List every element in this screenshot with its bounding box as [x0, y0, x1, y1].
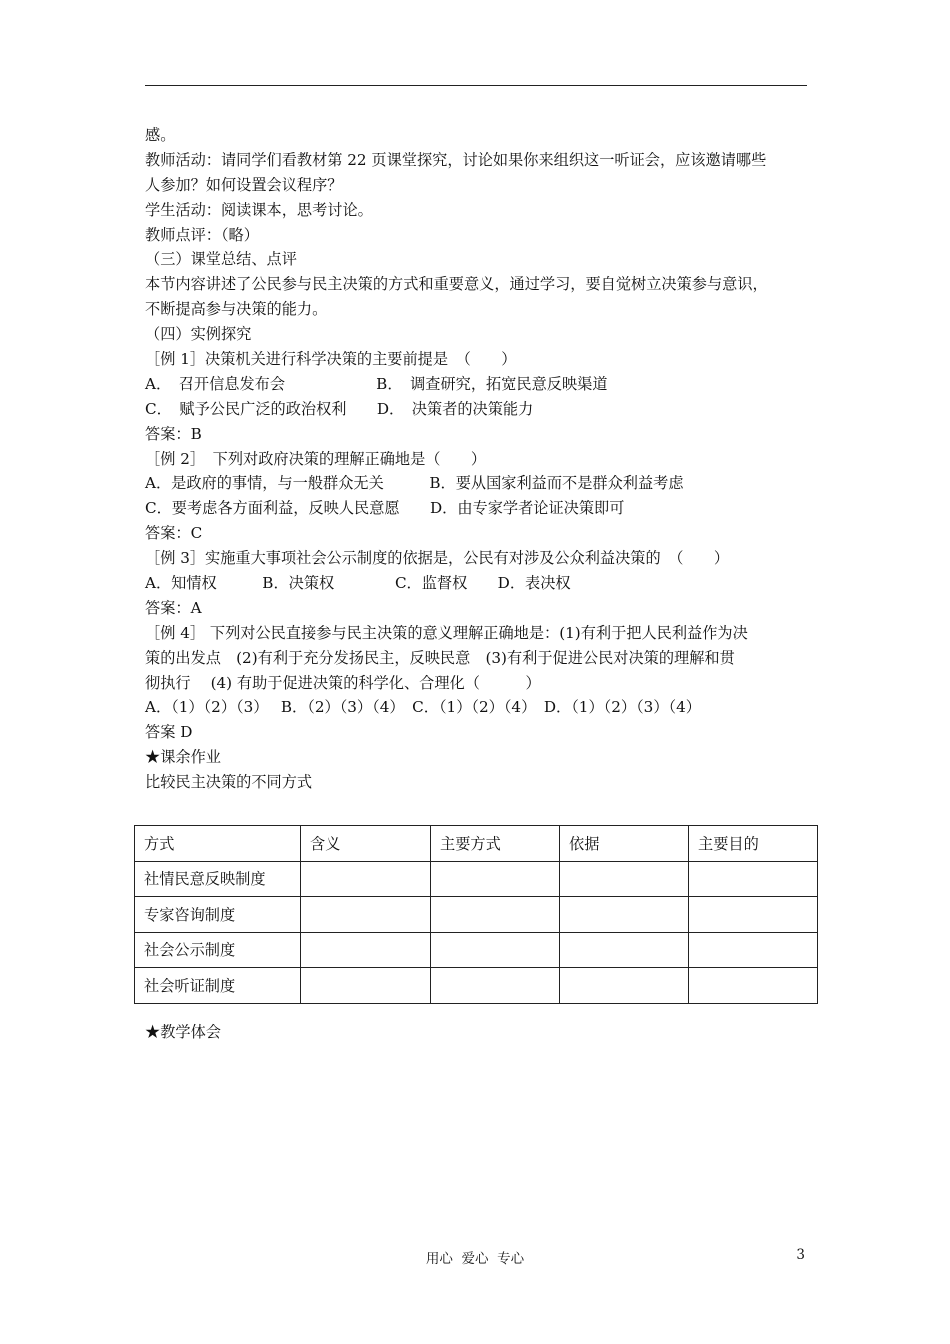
table-cell — [689, 861, 818, 897]
homework-instruction: 比较民主决策的不同方式 — [145, 773, 313, 792]
answer-options: A．（1）（2）（3） B．（2）（3）（4） C．（1）（2）（4） D．（1）（2）（3）（4） — [145, 698, 701, 717]
table-cell — [689, 897, 818, 933]
table-cell — [560, 968, 689, 1004]
answer-options: C．要考虑各方面利益，反映人民意愿 D．由专家学者论证决策即可 — [145, 499, 625, 518]
table-row — [135, 897, 818, 933]
example-question: 彻执行 (4) 有助于促进决策的科学化、合理化（ ） — [145, 673, 541, 692]
table-header-row — [135, 826, 818, 862]
answer-key: 答案：C — [145, 524, 203, 543]
header-rule — [145, 85, 807, 86]
table-cell: 社情民意反映制度 — [135, 861, 301, 897]
table-cell — [431, 932, 560, 968]
table-cell — [431, 968, 560, 1004]
answer-options: A．知情权 B．决策权 C．监督权 D．表决权 — [145, 574, 571, 593]
table-cell: 专家咨询制度 — [135, 897, 301, 933]
table-cell — [431, 897, 560, 933]
footer-motto: 用心 爱心 专心 — [425, 1251, 525, 1267]
table-cell — [431, 861, 560, 897]
text-line: 学生活动：阅读课本，思考讨论。 — [145, 200, 373, 219]
example-question: ［例 1］决策机关进行科学决策的主要前提是 （ ） — [145, 350, 517, 369]
section-heading: （三）课堂总结、点评 — [145, 250, 297, 269]
table-cell — [301, 861, 431, 897]
table-header-cell: 依据 — [560, 826, 689, 862]
table-row — [135, 968, 818, 1004]
table-row — [135, 861, 818, 897]
table-header-cell: 含义 — [301, 826, 431, 862]
comparison-table-wrapper — [134, 825, 818, 1004]
table-cell — [301, 968, 431, 1004]
text-line: 不断提高参与决策的能力。 — [145, 300, 328, 319]
example-question: ［例 2］ 下列对政府决策的理解正确地是（ ） — [145, 449, 487, 468]
text-line: 感。 — [145, 126, 176, 144]
comparison-table — [134, 825, 818, 1004]
table-cell — [301, 932, 431, 968]
table-cell — [301, 897, 431, 933]
answer-options: C． 赋予公民广泛的政治权利 D． 决策者的决策能力 — [145, 399, 534, 418]
answer-options: A． 召开信息发布会 B． 调查研究，拓宽民意反映渠道 — [145, 374, 608, 393]
table-cell — [560, 861, 689, 897]
homework-heading: ★课余作业 — [145, 748, 221, 767]
document-body — [145, 123, 817, 795]
answer-key: 答案：A — [145, 598, 202, 617]
table-cell — [560, 932, 689, 968]
answer-options: A．是政府的事情，与一般群众无关 B．要从国家利益而不是群众利益考虑 — [145, 474, 684, 493]
table-row — [135, 932, 818, 968]
example-question: ［例 4］ 下列对公民直接参与民主决策的意义理解正确地是：(1)有利于把人民利益作为决 — [145, 623, 748, 642]
text-line: 本节内容讲述了公民参与民主决策的方式和重要意义，通过学习，要自觉树立决策参与意识， — [145, 275, 768, 294]
section-heading: （四）实例探究 — [145, 325, 252, 344]
table-cell — [560, 897, 689, 933]
page-number: 3 — [796, 1247, 805, 1263]
text-line: 教师活动：请同学们看教材第 22 页课堂探究，讨论如果你来组织这一听证会，应该邀请哪些 — [145, 150, 767, 169]
teaching-reflection-heading: ★教学体会 — [145, 1023, 221, 1041]
text-line: 人参加？如何设置会议程序？ — [145, 175, 343, 194]
text-line: 教师点评：（略） — [145, 225, 259, 244]
table-cell — [689, 932, 818, 968]
table-header-cell: 方式 — [135, 826, 301, 862]
table-header-cell: 主要方式 — [431, 826, 560, 862]
example-question: 策的出发点 (2)有利于充分发扬民主，反映民意 (3)有利于促进公民对决策的理解和贯 — [145, 648, 735, 667]
answer-key: 答案 D — [145, 723, 193, 742]
table-cell — [689, 968, 818, 1004]
answer-key: 答案：B — [145, 424, 202, 443]
table-header-cell: 主要目的 — [689, 826, 818, 862]
table-cell: 社会公示制度 — [135, 932, 301, 968]
example-question: ［例 3］实施重大事项社会公示制度的依据是，公民有对涉及公众利益决策的 （ ） — [145, 549, 730, 568]
table-cell: 社会听证制度 — [135, 968, 301, 1004]
